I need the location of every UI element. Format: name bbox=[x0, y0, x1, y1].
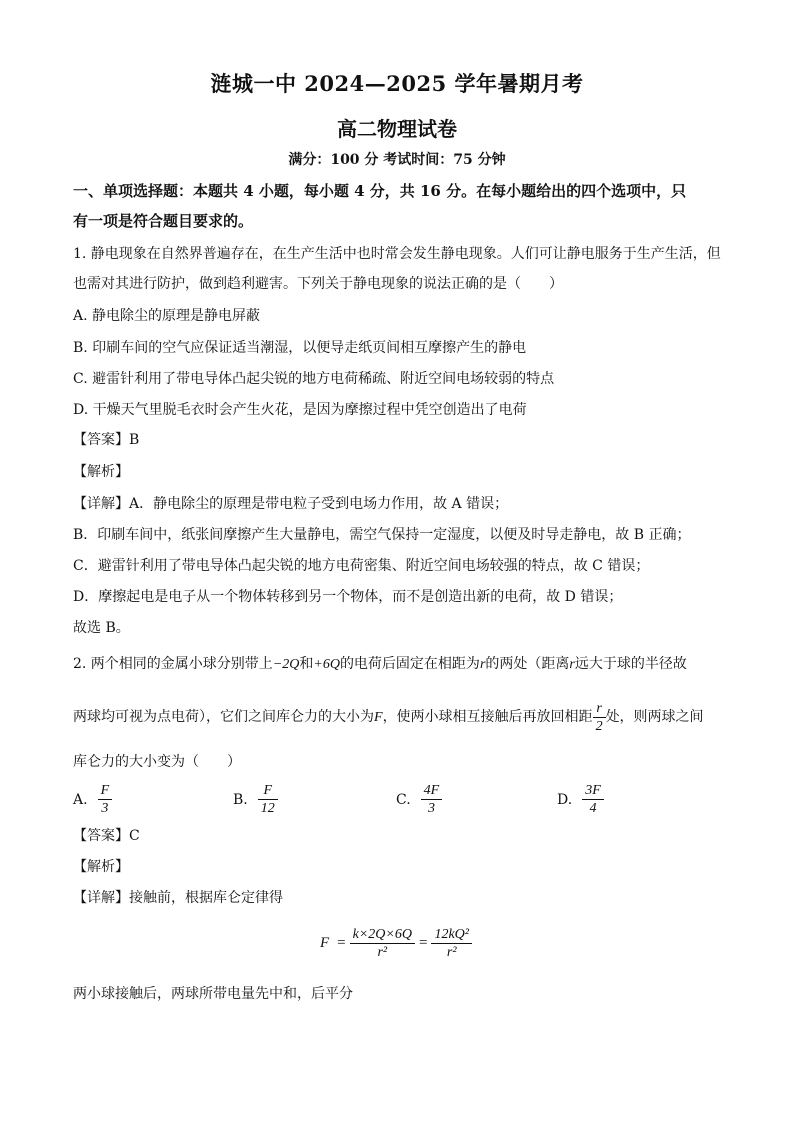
q2-stem-text-e: 远大于球的半径故 bbox=[574, 656, 687, 672]
formula-fraction-1 bbox=[350, 926, 415, 961]
q2-option-a-fraction bbox=[98, 782, 113, 817]
q2-option-a-den: 3 bbox=[101, 801, 109, 816]
q2-option-c bbox=[396, 782, 442, 817]
q1-option-c: C. 避雷针利用了带电导体凸起尖锐的地方电荷稀疏、附近空间电场较弱的特点 bbox=[73, 371, 555, 387]
q2-option-b-num: F bbox=[258, 782, 278, 800]
q2-detail-2: 两小球接触后，两球所带电量先中和，后平分 bbox=[73, 986, 353, 1002]
q2-option-c-fraction bbox=[421, 782, 443, 817]
q2-stem-text-a: 2. 两个相同的金属小球分别带上 bbox=[73, 656, 273, 672]
q2-stem-text-b: 和 bbox=[299, 656, 314, 672]
formula-equals-1: = bbox=[337, 935, 346, 951]
q2-analysis-label: 【解析】 bbox=[73, 859, 129, 875]
q2-option-b bbox=[233, 782, 278, 817]
q2-detail-1: 【详解】接触前，根据库仑定律得 bbox=[73, 890, 283, 906]
formula-fraction-1-den: r² bbox=[377, 945, 388, 960]
q1-conclusion: 故选 B。 bbox=[73, 620, 130, 636]
q1-stem-line1: 1. 静电现象在自然界普遍存在，在生产生活中也时常会发生静电现象。人们可让静电服务于生产生活，但 bbox=[73, 246, 721, 262]
q1-analysis-label: 【解析】 bbox=[73, 464, 129, 480]
exam-title: 涟城一中 2024—2025 学年暑期月考 bbox=[210, 71, 584, 96]
q2-half-r-fraction bbox=[593, 700, 606, 735]
q2-option-c-label: C. bbox=[396, 791, 411, 808]
q1-detail-c: C．避雷针利用了带电导体凸起尖锐的地方电荷密集、附近空间电场较强的特点，故 C 错误； bbox=[73, 558, 650, 574]
formula-fraction-2-num: 12kQ² bbox=[431, 926, 472, 944]
q2-option-a bbox=[73, 782, 112, 817]
q2-option-c-num: 4F bbox=[421, 782, 443, 800]
exam-meta: 满分：100 分 考试时间：75 分钟 bbox=[288, 152, 506, 168]
formula-fraction-2-den: r² bbox=[446, 945, 457, 960]
formula-fraction-1-num: k×2Q×6Q bbox=[350, 926, 415, 944]
q2-option-b-label: B. bbox=[233, 791, 248, 808]
q2-option-d-den: 4 bbox=[589, 801, 597, 816]
formula-lhs: F bbox=[320, 935, 330, 951]
q2-option-a-num: F bbox=[98, 782, 113, 800]
coulomb-formula bbox=[316, 926, 472, 961]
q2-distance-r: r bbox=[479, 657, 486, 672]
q2-option-d-label: D. bbox=[557, 791, 573, 808]
q2-option-d-num: 3F bbox=[582, 782, 604, 800]
q2-option-b-den: 12 bbox=[260, 801, 275, 816]
q2-stem-text-c: 的电荷后固定在相距为 bbox=[339, 656, 480, 672]
exam-subtitle: 高二物理试卷 bbox=[337, 117, 457, 141]
q1-answer: 【答案】B bbox=[73, 432, 140, 448]
q1-option-d: D. 干燥天气里脱毛衣时会产生火花，是因为摩擦过程中凭空创造出了电荷 bbox=[73, 402, 527, 418]
q2-option-b-fraction bbox=[258, 782, 278, 817]
q1-stem-line2: 也需对其进行防护，做到趋利避害。下列关于静电现象的说法正确的是（ ） bbox=[73, 276, 563, 292]
q2-half-r-num: r bbox=[593, 700, 606, 718]
q2-stem-line3: 库仑力的大小变为（ ） bbox=[73, 754, 241, 770]
q2-charge-1: −2Q bbox=[272, 657, 300, 672]
formula-equals-2: = bbox=[418, 935, 428, 951]
q2-option-a-label: A. bbox=[73, 791, 88, 808]
q2-stem2-text-b: ，使两小球相互接触后再放回相距 bbox=[382, 709, 593, 725]
q2-half-r-den: 2 bbox=[595, 718, 603, 734]
q2-distance-r-2: r bbox=[569, 657, 575, 672]
q2-charge-2: +6Q bbox=[313, 657, 340, 672]
section-heading-line2: 有一项是符合题目要求的。 bbox=[73, 212, 254, 230]
q2-option-d bbox=[557, 782, 604, 817]
q2-stem-line1 bbox=[73, 654, 687, 675]
q1-option-b: B. 印刷车间的空气应保证适当潮湿，以便导走纸页间相互摩擦产生的静电 bbox=[73, 340, 527, 356]
q1-detail-d: D．摩擦起电是电子从一个物体转移到另一个物体，而不是创造出新的电荷，故 D 错误； bbox=[73, 589, 623, 605]
q1-detail-b: B．印刷车间中，纸张间摩擦产生大量静电，需空气保持一定湿度，以便及时导走静电，故 B 正确； bbox=[73, 527, 691, 543]
formula-fraction-2 bbox=[431, 926, 472, 961]
q2-option-d-fraction bbox=[582, 782, 604, 817]
q1-option-a: A. 静电除尘的原理是静电屏蔽 bbox=[73, 308, 261, 324]
q2-stem-line2 bbox=[73, 697, 704, 738]
q2-option-c-den: 3 bbox=[427, 801, 435, 816]
q2-force-f: F bbox=[374, 710, 383, 725]
q2-stem-text-d: 的两处（距离 bbox=[485, 656, 570, 672]
q2-stem2-text-c: 处，则两球之间 bbox=[605, 709, 704, 725]
q2-stem2-text-a: 两球均可视为点电荷），它们之间库仑力的大小为 bbox=[73, 709, 374, 725]
q2-answer: 【答案】C bbox=[73, 828, 140, 844]
q1-detail-a: 【详解】A．静电除尘的原理是带电粒子受到电场力作用，故 A 错误； bbox=[73, 496, 509, 512]
section-heading-line1: 一、单项选择题：本题共 4 小题，每小题 4 分，共 16 分。在每小题给出的四个选项中，只 bbox=[73, 182, 687, 200]
